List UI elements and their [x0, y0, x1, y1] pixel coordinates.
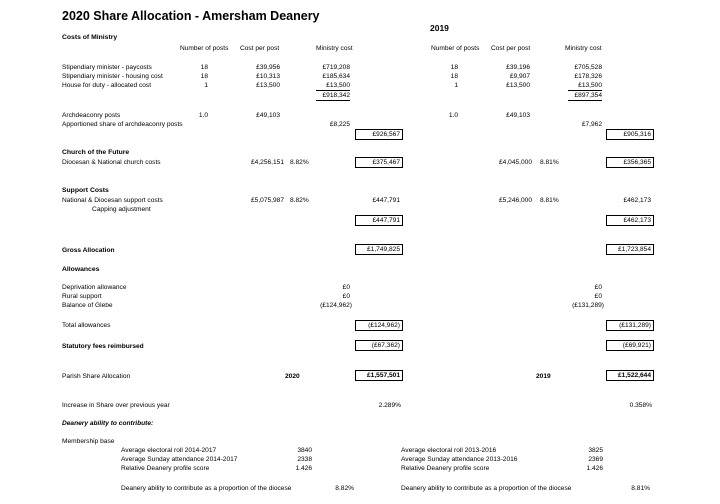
electoral-roll-value: 3840 — [297, 447, 312, 454]
total-allowances-label: Total allowances — [62, 322, 111, 329]
gross-allocation-label: Gross Allocation — [62, 247, 115, 254]
row-posts-house-for-duty: 1 — [204, 82, 208, 89]
ministry-total-box: £926,567 — [355, 129, 403, 140]
apportioned-value-2019: £7,962 — [581, 121, 602, 128]
archdeaconry-posts: 1.0 — [198, 112, 208, 119]
ability-proportion-value-2019: 8.81% — [631, 485, 650, 492]
church-future-pct: 8.82% — [290, 159, 309, 166]
row-cost-house-for-duty: £13,500 — [256, 82, 280, 89]
parish-share-box-2019: £1,522,644 — [606, 370, 654, 381]
deanery-ability-heading: Deanery ability to contribute: — [62, 420, 154, 427]
church-future-pct-2019: 8.81% — [540, 159, 559, 166]
church-future-amount: £4,256,151 — [250, 159, 284, 166]
row-cost-paycosts: £39,956 — [256, 64, 280, 71]
col-header-cost-per-post-2019: Cost per post — [491, 45, 531, 52]
electoral-roll-value-2019: 3825 — [588, 447, 603, 454]
statutory-fees-box-2019: (£69,921) — [606, 340, 654, 351]
support-costs-pct: 8.82% — [290, 197, 309, 204]
archdeaconry-label: Archdeaconry posts — [62, 112, 121, 119]
row-ministry-house-for-duty: £13,500 — [316, 82, 350, 91]
apportioned-value: £8,225 — [329, 121, 350, 128]
ability-proportion-value: 8.82% — [335, 485, 354, 492]
capping-adjustment-label: Capping adjustment — [92, 206, 151, 213]
row-cost19-housing: £9,907 — [509, 73, 530, 80]
col-header-cost-per-post: Cost per post — [240, 45, 280, 52]
statutory-fees-box: (£67,362) — [355, 340, 403, 351]
support-costs-value-2019: £462,173 — [623, 197, 651, 204]
parish-share-year: 2020 — [285, 373, 300, 380]
allowance-value-glebe: (£124,962) — [320, 302, 352, 309]
archdeaconry-cost: £49,103 — [256, 112, 280, 119]
ministry-subtotal: £918,342 — [316, 92, 350, 101]
total-allowances-box-2019: (£131,289) — [606, 320, 654, 331]
increase-value: 2.289% — [378, 402, 401, 409]
row-posts-housing: 18 — [200, 73, 208, 80]
allowance-value-deprivation-2019: £0 — [594, 284, 602, 291]
row-cost19-house-for-duty: £13,500 — [506, 82, 530, 89]
parish-share-label: Parish Share Allocation — [62, 373, 131, 380]
page-title: 2020 Share Allocation - Amersham Deanery — [62, 9, 320, 23]
row-label-house-for-duty: House for duty - allocated cost — [62, 82, 152, 89]
profile-score-label: Relative Deanery profile score — [121, 465, 210, 472]
electoral-roll-label: Average electoral roll 2014-2017 — [121, 447, 217, 454]
ability-proportion-label-2019: Deanery ability to contribute as a proportion of the diocese — [401, 485, 572, 492]
row-label-paycosts: Stipendiary minister - paycosts — [62, 64, 152, 71]
support-costs-value: £447,791 — [372, 197, 400, 204]
sunday-attendance-label-2019: Average Sunday attendance 2013-2016 — [401, 456, 518, 463]
sunday-attendance-value: 2338 — [297, 456, 312, 463]
col-header-posts-2019: Number of posts — [431, 45, 480, 52]
church-future-amount-2019: £4,045,000 — [498, 159, 532, 166]
allowance-value-glebe-2019: (£131,289) — [572, 302, 604, 309]
support-costs-amount: £5,075,987 — [250, 197, 284, 204]
allowances-heading: Allowances — [62, 266, 100, 273]
ability-proportion-label: Deanery ability to contribute as a proportion of the diocese — [121, 485, 292, 492]
row-ministry19-paycosts: £705,528 — [574, 64, 602, 71]
support-costs-heading: Support Costs — [62, 187, 109, 194]
church-future-total-box-2019: £356,365 — [606, 157, 654, 168]
church-future-label: Diocesan & National church costs — [62, 159, 161, 166]
allowance-label-deprivation: Deprivation allowance — [62, 284, 127, 291]
profile-score-value: 1.426 — [295, 465, 312, 472]
row-ministry19-house-for-duty: £13,500 — [568, 82, 602, 91]
church-future-total-box: £375,467 — [355, 157, 403, 168]
row-ministry-paycosts: £719,208 — [322, 64, 350, 71]
membership-base-label: Membership base — [62, 438, 115, 445]
sunday-attendance-label: Average Sunday attendance 2014-2017 — [121, 456, 238, 463]
row-cost-housing: £10,313 — [256, 73, 280, 80]
allowance-value-rural-2019: £0 — [594, 293, 602, 300]
church-future-heading: Church of the Future — [62, 149, 130, 156]
support-costs-total-box-2019: £462,173 — [606, 215, 654, 226]
support-costs-label: National & Diocesan support costs — [62, 197, 163, 204]
parish-share-year-2019: 2019 — [536, 373, 551, 380]
increase-value-2019: 0.358% — [629, 402, 652, 409]
year-2019-header: 2019 — [430, 23, 449, 33]
allowance-value-rural: £0 — [342, 293, 350, 300]
row-ministry19-housing: £178,326 — [574, 73, 602, 80]
profile-score-label-2019: Relative Deanery profile score — [401, 465, 490, 472]
ministry-subtotal-2019: £897,354 — [568, 92, 602, 101]
total-allowances-box: (£124,962) — [355, 320, 403, 331]
gross-allocation-box-2019: £1,723,854 — [606, 244, 654, 255]
support-costs-pct-2019: 8.81% — [540, 197, 559, 204]
row-posts19-house-for-duty: 1 — [454, 82, 458, 89]
support-costs-amount-2019: £5,246,000 — [498, 197, 532, 204]
row-posts19-housing: 18 — [450, 73, 458, 80]
allowance-label-rural: Rural support — [62, 293, 102, 300]
row-ministry-housing: £185,634 — [322, 73, 350, 80]
archdeaconry-posts-2019: 1.0 — [448, 112, 458, 119]
apportioned-label: Apportioned share of archdeaconry posts — [62, 121, 183, 128]
archdeaconry-cost-2019: £49,103 — [506, 112, 530, 119]
row-posts19-paycosts: 18 — [450, 64, 458, 71]
electoral-roll-label-2019: Average electoral roll 2013-2016 — [401, 447, 497, 454]
col-header-ministry-cost: Ministry cost — [316, 45, 353, 52]
gross-allocation-box: £1,749,825 — [355, 244, 403, 255]
increase-label: Increase in Share over previous year — [62, 402, 170, 409]
row-label-housing: Stipendiary minister - housing cost — [62, 73, 163, 80]
row-cost19-paycosts: £39,196 — [506, 64, 530, 71]
col-header-ministry-cost-2019: Ministry cost — [565, 45, 602, 52]
allowance-value-deprivation: £0 — [342, 284, 350, 291]
support-costs-total-box: £447,791 — [355, 215, 403, 226]
row-posts-paycosts: 18 — [200, 64, 208, 71]
parish-share-box: £1,557,501 — [355, 370, 403, 381]
costs-of-ministry-heading: Costs of Ministry — [62, 34, 118, 41]
statutory-fees-label: Statutory fees reimbursed — [62, 343, 144, 350]
ministry-total-box-2019: £905,316 — [606, 129, 654, 140]
allowance-label-glebe: Balance of Glebe — [62, 302, 113, 309]
profile-score-value-2019: 1.426 — [586, 465, 603, 472]
sunday-attendance-value-2019: 2369 — [588, 456, 603, 463]
col-header-posts: Number of posts — [180, 45, 229, 52]
